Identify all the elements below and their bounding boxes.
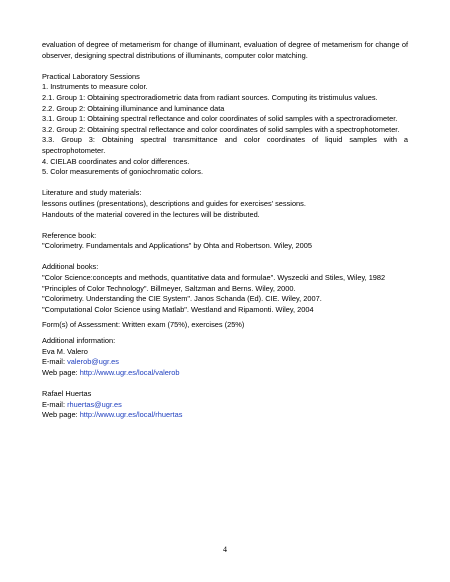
- practical-item: 3.2. Group 2: Obtaining spectral reflectance and color coordinates of solid samples with a spectrophotometer.: [42, 124, 400, 134]
- web-link[interactable]: http://www.ugr.es/local/valerob: [79, 367, 180, 377]
- practical-item: 4. CIELAB coordinates and color differences.: [42, 156, 190, 166]
- additional-book-item: "Principles of Color Technology". Billmeyer, Saltzman and Berns. Wiley, 2000.: [42, 283, 296, 293]
- email-link[interactable]: rhuertas@ugr.es: [67, 399, 122, 409]
- email-label: E-mail:: [42, 399, 65, 409]
- practical-item: 3.1. Group 1: Obtaining spectral reflectance and color coordinates of solid samples with a spectroradiometer.: [42, 114, 398, 124]
- reference-heading: Reference book:: [42, 230, 97, 240]
- practical-item: 3.3. Group 3: Obtaining spectral transmittance and color coordinates of liquid samples with a spectrophotometer.: [42, 135, 408, 155]
- contact-email-line: [42, 357, 408, 368]
- additional-book-item: "Color Science:concepts and methods, quantitative data and formulae". Wyszecki and Stiles, Wiley, 1982: [42, 273, 386, 283]
- practical-heading: Practical Laboratory Sessions: [42, 71, 140, 81]
- additional-books-heading: Additional books:: [42, 262, 99, 272]
- web-label: Web page:: [42, 410, 78, 420]
- additional-book-item: "Colorimetry. Understanding the CIE System". Janos Schanda (Ed). CIE. Wiley, 2007.: [42, 294, 322, 304]
- literature-line: lessons outlines (presentations), descriptions and guides for exercises' sessions.: [42, 198, 306, 208]
- contact-name: Eva M. Valero: [42, 346, 88, 356]
- document-page: [42, 40, 408, 421]
- email-link[interactable]: valerob@ugr.es: [67, 357, 119, 367]
- contact-web-line: [42, 410, 408, 421]
- email-label: E-mail:: [42, 357, 65, 367]
- literature-line: Handouts of the material covered in the lectures will be distributed.: [42, 209, 260, 219]
- literature-heading: Literature and study materials:: [42, 188, 142, 198]
- practical-item: 1. Instruments to measure color.: [42, 82, 148, 92]
- contact-name: Rafael Huertas: [42, 389, 92, 398]
- reference-text: "Colorimetry. Fundamentals and Applications" by Ohta and Robertson. Wiley, 2005: [42, 241, 312, 251]
- intro-paragraph: evaluation of degree of metamerism for change of illuminant, evaluation of degree of metamerism for change of observer, designing spectral distributions of illuminants, computer color matching.: [42, 40, 408, 60]
- practical-item: 2.2. Group 2: Obtaining illuminance and luminance data: [42, 103, 225, 113]
- practical-item: 5. Color measurements of goniochromatic colors.: [42, 167, 204, 177]
- practical-item: 2.1. Group 1: Obtaining spectroradiometric data from radiant sources. Computing its tristimulus values.: [42, 92, 378, 102]
- contact-email-line: [42, 400, 408, 411]
- web-link[interactable]: http://www.ugr.es/local/rhuertas: [79, 410, 183, 420]
- assessment-text: Form(s) of Assessment: Written exam (75%), exercises (25%): [42, 320, 245, 330]
- additional-info-heading: Additional information:: [42, 336, 116, 346]
- additional-book-item: "Computational Color Science using Matlab". Westland and Ripamonti. Wiley, 2004: [42, 304, 314, 314]
- web-label: Web page:: [42, 367, 78, 377]
- page-number: 4: [223, 545, 227, 554]
- contact-web-line: [42, 368, 408, 379]
